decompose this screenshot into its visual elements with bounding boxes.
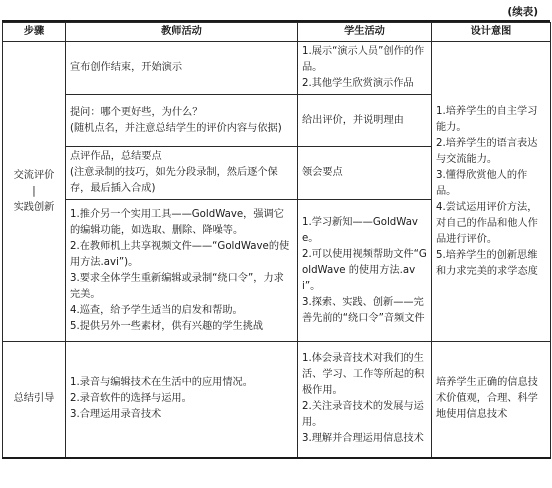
teacher-text: 宣布创作结束，开始演示 [70, 62, 183, 73]
step-text: 总结引导 [13, 393, 55, 405]
design-text: 5.培养学生的创新思维和力求完美的求学态度 [436, 249, 538, 277]
teacher-cell [66, 42, 298, 95]
student-cell [298, 342, 432, 458]
design-text: 1.培养学生的自主学习能力。 [436, 105, 538, 133]
student-text: 2.关注录音技术的发展与运用。 [302, 401, 424, 429]
teacher-cell [66, 342, 298, 458]
student-cell [298, 95, 432, 147]
teacher-text: 4.巡查，给予学生适当的启发和帮助。 [70, 304, 243, 316]
teacher-text: 2.录音软件的选择与运用。 [70, 393, 192, 405]
student-cell [298, 42, 432, 95]
student-text: 1.学习新知——GoldWave。 [302, 216, 418, 244]
step-cell-evaluate [3, 42, 66, 342]
teacher-text: 3.合理运用录音技术 [70, 409, 162, 421]
student-text: 领会要点 [302, 167, 343, 178]
student-cell [298, 200, 432, 342]
teacher-text: 1.推介另一个实用工具——GoldWave，强调它的编辑功能，如选取、删除、降噪等。 [70, 208, 284, 236]
design-text: 培养学生正确的信息技术价值观，合理、科学地使用信息技术 [436, 377, 538, 421]
student-text: 3.理解并合理运用信息技术 [302, 433, 424, 445]
student-cell [298, 147, 432, 200]
table-row [3, 342, 551, 458]
student-text: 1.体会录音技术对我们的生活、学习、工作等所起的积极作用。 [302, 353, 425, 397]
teacher-text: 2.在教师机上共享视频文件——“GoldWave的使用方法.avi”)。 [70, 240, 290, 268]
design-cell [432, 42, 551, 342]
student-text: 1.展示“演示人员”创作的作品。 [302, 46, 425, 73]
teacher-text: (随机点名，并注意总结学生的评价内容与依据) [70, 122, 282, 134]
teacher-text: 点评作品，总结要点 [70, 151, 162, 162]
teacher-text: 1.录音与编辑技术在生活中的应用情况。 [70, 377, 253, 389]
student-text: 2.可以使用视频帮助文件“GoldWave 的使用方法.avi”。 [302, 248, 427, 292]
design-cell [432, 342, 551, 458]
teacher-cell [66, 95, 298, 147]
header-row [3, 23, 551, 42]
design-text: 4.尝试运用评价方法，对自己的作品和他人作品进行评价。 [436, 201, 538, 245]
continued-label: (续表) [507, 6, 538, 18]
step-text: 实践创新 [13, 201, 55, 213]
teacher-cell [66, 147, 298, 200]
teacher-text: 提问：哪个更好些，为什么？ [70, 106, 203, 118]
step-text: 交流评价 [13, 169, 55, 181]
teacher-text: 5.提供另外一些素材，供有兴趣的学生挑战 [70, 320, 264, 332]
header-teacher: 教师活动 [66, 23, 298, 42]
step-text: | [32, 185, 36, 197]
lesson-plan-table [2, 22, 551, 459]
header-student: 学生活动 [298, 23, 432, 42]
step-cell-summary [3, 342, 66, 458]
design-text: 3.懂得欣赏他人的作品。 [436, 169, 528, 197]
header-design: 设计意图 [432, 23, 551, 42]
teacher-cell [66, 200, 298, 342]
student-text: 3.探索、实践、创新——完善先前的“绕口令”音频文件 [302, 296, 425, 324]
teacher-text: (注意录制的技巧，如先分段录制，然后逐个保存，最后插入合成) [70, 167, 278, 194]
table-row [3, 42, 551, 95]
student-text: 给出评价，并说明理由 [302, 114, 404, 126]
design-text: 2.培养学生的语言表达与交流能力。 [436, 137, 538, 165]
student-text: 2.其他学生欣赏演示作品 [302, 78, 414, 89]
teacher-text: 3.要求全体学生重新编辑或录制“绕口令”，力求完美。 [70, 272, 284, 300]
header-step: 步骤 [3, 23, 66, 42]
